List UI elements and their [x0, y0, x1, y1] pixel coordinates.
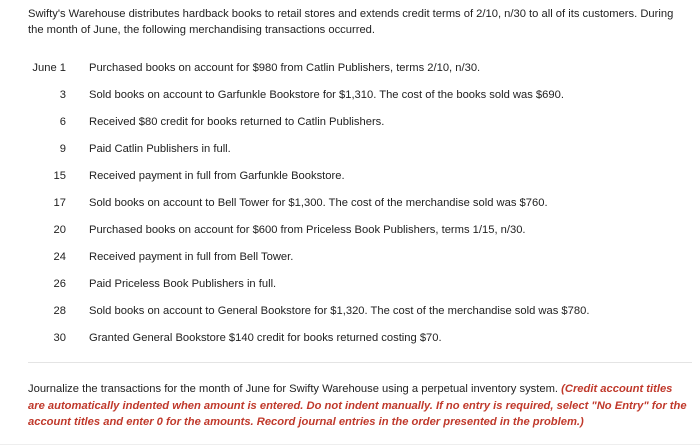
instructions-text: Journalize the transactions for the month of June for Swifty Warehouse using a perpetual inventory system.	[28, 383, 562, 395]
transaction-date: 3	[59, 89, 66, 101]
transaction-description: Sold books on account to Garfunkle Bookstore for $1,310. The cost of the books sold was $690.	[89, 89, 564, 101]
transaction-date: 9	[59, 143, 66, 155]
transaction-row	[0, 168, 700, 184]
transaction-date: 20	[53, 224, 66, 236]
transaction-date: 26	[53, 278, 66, 290]
transaction-description: Received payment in full from Garfunkle Bookstore.	[89, 170, 345, 182]
transaction-description: Paid Catlin Publishers in full.	[89, 143, 231, 155]
problem-intro: Swifty's Warehouse distributes hardback books to retail stores and extends credit terms of 2/10, n/30 to all of its customers. During the month of June, the following merchandising transactions occurred.	[28, 8, 674, 36]
transaction-row	[0, 141, 700, 157]
transaction-date: 6	[59, 116, 66, 128]
transaction-description: Purchased books on account for $600 from Priceless Book Publishers, terms 1/15, n/30.	[89, 224, 526, 236]
transaction-row	[0, 330, 700, 346]
transaction-description: Sold books on account to Bell Tower for $1,300. The cost of the merchandise sold was $760.	[89, 197, 548, 209]
transaction-row	[0, 114, 700, 130]
instructions	[28, 381, 692, 431]
transaction-date: 17	[53, 197, 66, 209]
transaction-date: 24	[53, 251, 66, 263]
transaction-row	[0, 195, 700, 211]
transaction-row	[0, 303, 700, 319]
transaction-date: June 1	[32, 62, 66, 74]
transaction-date: 15	[53, 170, 66, 182]
transaction-row	[0, 249, 700, 265]
transaction-row	[0, 87, 700, 103]
transaction-row	[0, 276, 700, 292]
section-divider	[28, 362, 692, 363]
transaction-description: Received payment in full from Bell Tower.	[89, 251, 294, 263]
transaction-description: Granted General Bookstore $140 credit for books returned costing $70.	[89, 332, 442, 344]
transaction-description: Sold books on account to General Bookstore for $1,320. The cost of the merchandise sold was $780.	[89, 305, 590, 317]
transaction-row	[0, 222, 700, 238]
transaction-date: 30	[53, 332, 66, 344]
transaction-description: Paid Priceless Book Publishers in full.	[89, 278, 277, 290]
transaction-description: Received $80 credit for books returned to Catlin Publishers.	[89, 116, 385, 128]
transaction-description: Purchased books on account for $980 from Catlin Publishers, terms 2/10, n/30.	[89, 62, 481, 74]
transaction-row	[0, 60, 700, 76]
instructions-emphasis: (Credit account titles are automatically indented when amount is entered. Do not indent manually. If no entry is required, select "No Entry" for the account titles and enter 0 for the amounts. Record journal entries in the order presented in the problem.)	[28, 383, 687, 428]
transaction-date: 28	[53, 305, 66, 317]
